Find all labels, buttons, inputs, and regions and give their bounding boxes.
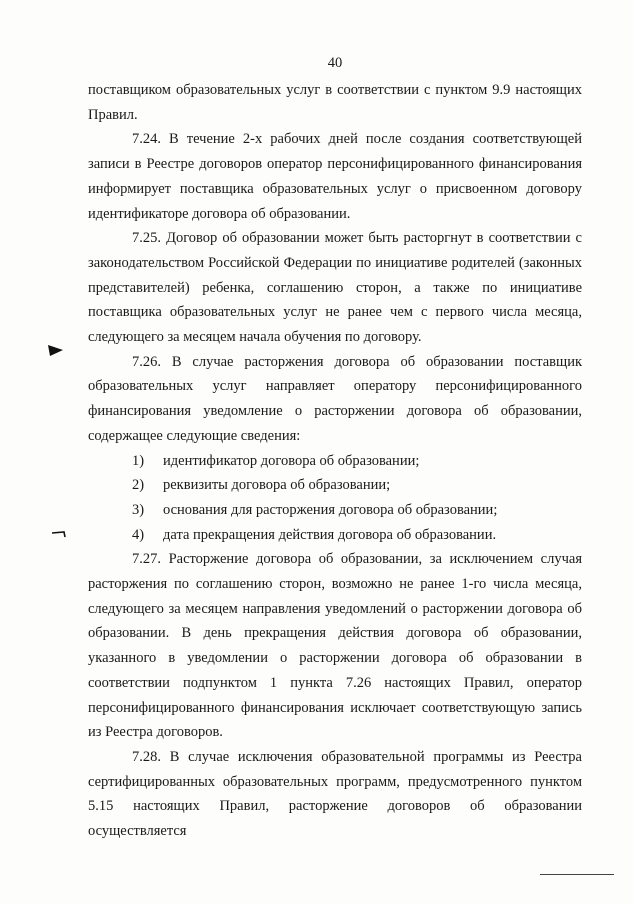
list-item-text: дата прекращения действия договора об образовании. — [163, 526, 497, 543]
notice-details-list — [88, 449, 582, 548]
scan-mark-arrow — [48, 343, 64, 357]
paragraph: поставщиком образовательных услуг в соответствии с пунктом 9.9 настоящих Правил. — [88, 82, 582, 123]
paragraphs-before — [88, 78, 582, 449]
paragraph: 7.26. В случае расторжения договора об образовании поставщик образовательных услуг направляет оператору персонифицированного финансирования уведомление о расторжении договора об образовании, содержащее следующие сведения: — [88, 353, 582, 444]
list-item — [88, 449, 582, 474]
list-item-number: 2) — [132, 477, 145, 494]
list-item — [88, 523, 582, 548]
list-item — [88, 473, 582, 498]
list-item-number: 1) — [132, 452, 145, 469]
document-body — [88, 78, 582, 844]
paragraph: 7.28. В случае исключения образовательной программы из Реестра сертифицированных образовательных программ, предусмотренного пунктом 5.15 настоящих Правил, расторжение договоров об образовании осуществляется — [88, 748, 582, 840]
scan-mark-tick — [52, 530, 66, 538]
page-number: 40 — [327, 55, 343, 71]
list-item-text: основания для расторжения договора об образовании; — [163, 501, 498, 518]
list-item-number: 3) — [132, 501, 145, 518]
list-item — [88, 498, 582, 523]
document-page — [88, 0, 582, 904]
list-item-number: 4) — [132, 526, 145, 543]
scan-mark-line — [540, 874, 614, 875]
paragraph: 7.25. Договор об образовании может быть расторгнут в соответствии с законодательством Российской Федерации по инициативе родителей (законных представителей) ребенка, соглашению сторон, а также по инициативе поставщика образовательных услуг не ранее чем с первого числа месяца, следующего за месяцем начала обучения по договору. — [88, 230, 582, 346]
list-item-text: идентификатор договора об образовании; — [163, 452, 420, 469]
paragraph: 7.27. Расторжение договора об образовании, за исключением случая расторжения по соглашению сторон, возможно не ранее 1-го числа месяца, следующего за месяцем направления уведомлений о расторжении договора об образовании. В день прекращения действия договора об образовании, указанного в уведомлении о расторжении договора об образовании в соответствии подпунктом 1 пункта 7.26 настоящих Правил, оператор персонифицированного финансирования исключает соответствующую запись из Реестра договоров. — [88, 551, 582, 741]
paragraphs-after — [88, 547, 582, 843]
paragraph: 7.24. В течение 2-х рабочих дней после создания соответствующей записи в Реестре договоров оператор персонифицированного финансирования информирует поставщика образовательных услуг о присвоенном договору идентификаторе договора об образовании. — [88, 131, 582, 222]
list-item-text: реквизиты договора об образовании; — [163, 477, 391, 494]
